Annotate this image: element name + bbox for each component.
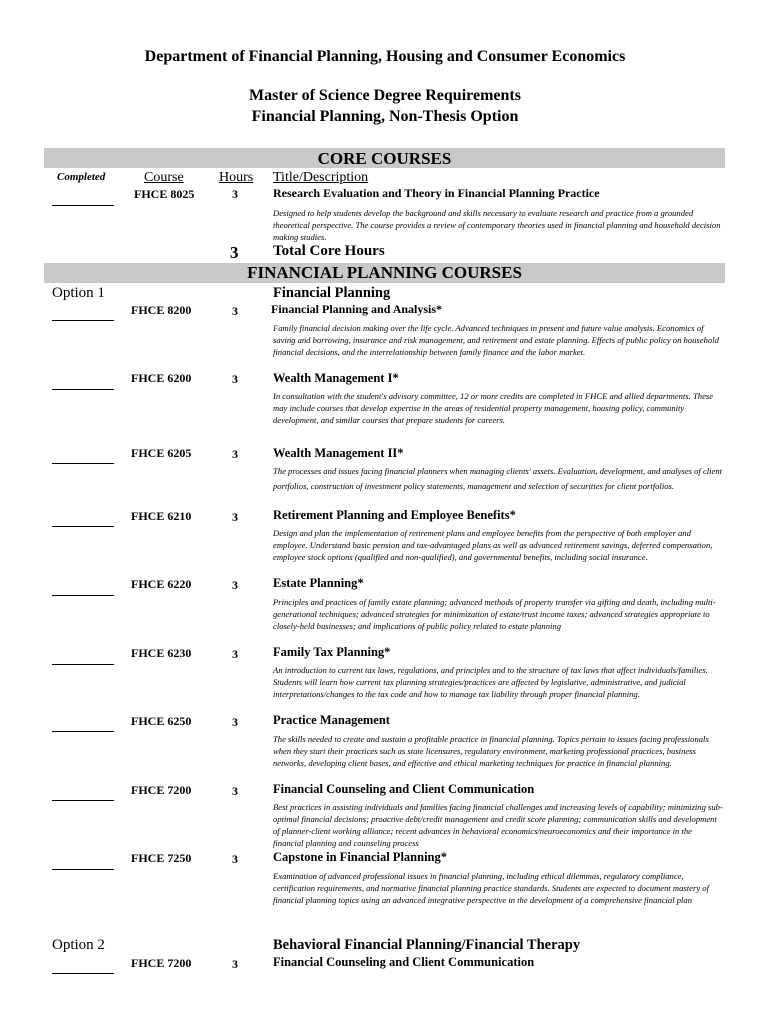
course-code: FHCE 7200 xyxy=(131,783,192,797)
course-hours: 3 xyxy=(232,957,238,971)
course-title: Financial Counseling and Client Communication xyxy=(273,955,535,969)
course-title: Wealth Management II* xyxy=(273,446,404,460)
course-description: The processes and issues facing financial planners when managing clients' assets. Evaluation, development, and analyses of client portfolios, construction of investment policy statements, management and selection of securities for client portfolios. xyxy=(273,466,723,491)
course-title: Financial Planning and Analysis* xyxy=(271,302,443,316)
course-code: FHCE 6250 xyxy=(131,714,192,728)
course-hours: 3 xyxy=(232,304,238,318)
course-hours: 3 xyxy=(232,715,238,729)
fp-section-title: FINANCIAL PLANNING COURSES xyxy=(247,263,522,282)
course-code: FHCE 8200 xyxy=(131,303,192,317)
course-description: Best practices in assisting individuals and families facing financial challenges and increasing levels of capability; minimizing sub-optimal financial decisions; proactive debt/credit management and credit score planning; communication skills and development of planner-client working alliance; recent advances in behavioral economics/neuroeconomics and their importance in the financial planning and counseling process xyxy=(273,802,723,848)
option-2-group-title: Behavioral Financial Planning/Financial Therapy xyxy=(273,937,581,953)
course-title: Family Tax Planning* xyxy=(273,645,391,659)
course-hours: 3 xyxy=(232,187,238,201)
completed-blank[interactable] xyxy=(52,595,114,596)
course-code: FHCE 6200 xyxy=(131,371,192,385)
course-title: Retirement Planning and Employee Benefits* xyxy=(273,508,516,522)
program-title: Financial Planning, Non-Thesis Option xyxy=(251,108,519,125)
option-1-label: Option 1 xyxy=(52,285,105,301)
course-description: Principles and practices of family estate planning; advanced methods of property transfer via gifting and death, including multi-generational techniques; advanced strategies for minimization of estate/trust income taxes; advanced strategies appropriate to closely-held businesses; and implications of public policy related to estate planning xyxy=(273,597,716,631)
total-core-hours-label: Total Core Hours xyxy=(273,243,385,259)
course-hours: 3 xyxy=(232,578,238,592)
course-hours: 3 xyxy=(232,852,238,866)
total-core-hours-value: 3 xyxy=(230,243,239,262)
course-description: In consultation with the student's advisory committee, 12 or more credits are completed in FHCE and allied departments. These may include courses that develop expertise in the areas of residential property management, housing policy, community development, and similar courses that prepare students for careers. xyxy=(273,391,714,425)
department-title: Department of Financial Planning, Housing and Consumer Economics xyxy=(144,48,626,65)
completed-blank[interactable] xyxy=(52,389,114,390)
course-hours: 3 xyxy=(232,784,238,798)
course-description: An introduction to current tax laws, regulations, and principles and to the structure of tax laws that affect individuals/families. Students will learn how current tax planning strategies/practices are affected by legislative, administrative, and judicial interpretations/changes to the tax code and how to manage tax liability through proper financial planning. xyxy=(273,665,708,699)
course-title: Capstone in Financial Planning* xyxy=(273,850,447,864)
completed-blank[interactable] xyxy=(52,800,114,801)
course-hours: 3 xyxy=(232,447,238,461)
completed-blank[interactable] xyxy=(52,731,114,732)
course-description: The skills needed to create and sustain a profitable practice in financial planning. Topics pertain to issues facing professionals when they start their practices such as state licensures, regulatory environment, marketing professional practices, business networks, developing client bases, and effective and ethical marketing techniques for practice in financial planning. xyxy=(273,734,709,768)
course-code: FHCE 6230 xyxy=(131,646,192,660)
completed-blank[interactable] xyxy=(52,526,114,527)
course-hours: 3 xyxy=(232,372,238,386)
course-hours: 3 xyxy=(232,510,238,524)
option-2-label: Option 2 xyxy=(52,937,105,953)
course-title: Practice Management xyxy=(273,713,390,727)
course-title: Estate Planning* xyxy=(273,576,364,590)
col-completed: Completed xyxy=(57,171,106,183)
course-code: FHCE 6205 xyxy=(131,446,192,460)
degree-title: Master of Science Degree Requirements xyxy=(249,87,521,104)
option-1-group-title: Financial Planning xyxy=(273,285,391,301)
course-code: FHCE 7250 xyxy=(131,851,192,865)
completed-blank[interactable] xyxy=(52,463,114,464)
course-code: FHCE 6220 xyxy=(131,577,192,591)
col-hours: Hours xyxy=(219,170,254,185)
completed-blank[interactable] xyxy=(52,973,114,974)
course-title: Financial Counseling and Client Communication xyxy=(273,782,535,796)
course-description: Examination of advanced professional issues in financial planning, including ethical dilemmas, regulatory compliance, certification requirements, and normative financial planning practice standards. Students are expected to document mastery of financial planning topics using an advanced integrative perspective in the development of a comprehensive financial plan xyxy=(273,871,709,905)
course-code: FHCE 7200 xyxy=(131,956,192,970)
course-description: Design and plan the implementation of retirement plans and employee benefits from the perspective of both employer and employee. Understand basic pension and tax-advantaged plans as well as advanced retirement savings, deferred compensation, employee stock options (qualified and non-qualified), and governmental benefits, including social insurance. xyxy=(273,528,713,562)
completed-blank[interactable] xyxy=(52,320,114,321)
course-description: Family financial decision making over the life cycle. Advanced techniques in present and future value analysis. Economics of saving and borrowing, insurance and risk management, and retirement and estate planning. Effects of public policy on household financial decisions, and the interrelationship between family finance and the labor market. xyxy=(273,323,719,357)
course-title: Research Evaluation and Theory in Financial Planning Practice xyxy=(273,186,600,200)
core-section-title: CORE COURSES xyxy=(317,149,452,168)
course-hours: 3 xyxy=(232,647,238,661)
course-code: FHCE 6210 xyxy=(131,509,192,523)
col-title: Title/Description xyxy=(273,170,369,185)
col-course: Course xyxy=(144,170,184,185)
course-code: FHCE 8025 xyxy=(134,187,195,201)
course-description: Designed to help students develop the background and skills necessary to evaluate research and practice from a grounded theoretical perspective. The course provides a review of contemporary theories used in financial planning and household decision making studies. xyxy=(273,208,721,242)
completed-blank[interactable] xyxy=(52,869,114,870)
completed-blank-core[interactable] xyxy=(52,205,114,206)
course-title: Wealth Management I* xyxy=(273,371,399,385)
completed-blank[interactable] xyxy=(52,664,114,665)
